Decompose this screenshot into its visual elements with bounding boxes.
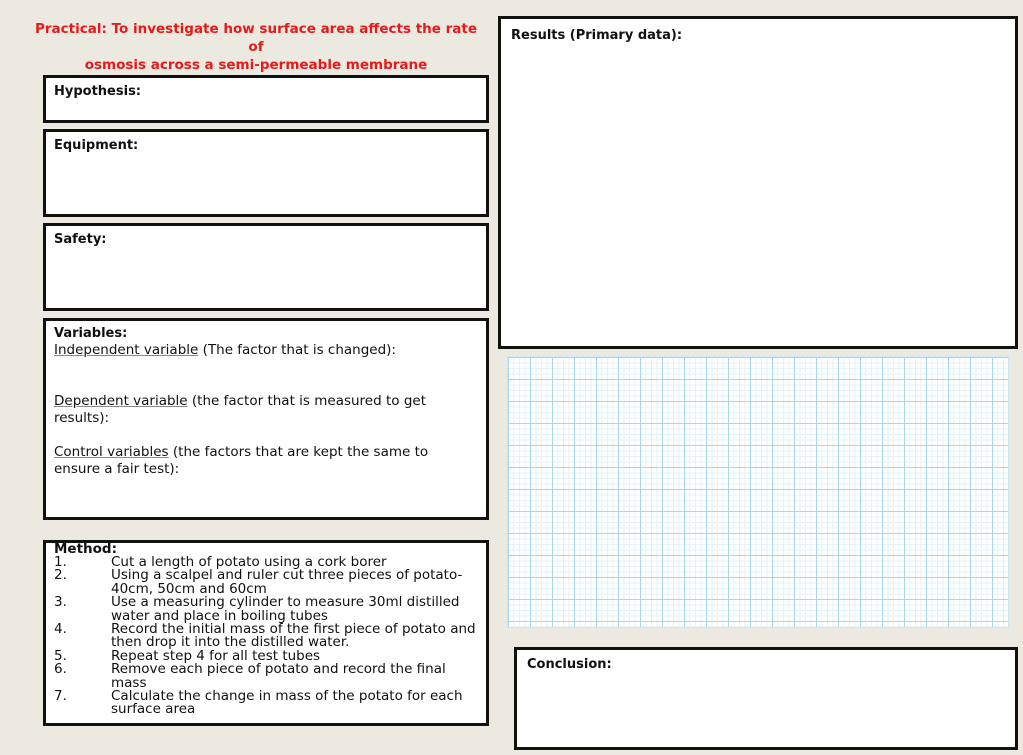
method-step xyxy=(54,569,478,596)
hypothesis-box[interactable] xyxy=(43,75,489,123)
dependent-variable-line xyxy=(54,393,478,427)
method-step-number: 4. xyxy=(54,621,67,638)
method-step-text: Remove each piece of potato and record the final mass xyxy=(111,661,446,691)
independent-variable-desc: (The factor that is changed): xyxy=(198,342,396,358)
title-line-2: osmosis across a semi-permeable membrane xyxy=(84,57,428,73)
method-step-number: 7. xyxy=(54,688,67,705)
results-box[interactable] xyxy=(498,16,1018,349)
method-label: Method: xyxy=(54,541,117,557)
method-step-text: Cut a length of potato using a cork borer xyxy=(111,554,387,570)
safety-label: Safety: xyxy=(54,232,107,247)
method-step-number: 3. xyxy=(54,594,67,611)
method-step-number: 2. xyxy=(54,567,67,584)
method-step xyxy=(54,623,478,650)
method-step-text: Calculate the change in mass of the potato for each surface area xyxy=(111,688,463,718)
method-step-number: 1. xyxy=(54,554,67,570)
title-line-1: Practical: To investigate how surface area affects the rate of xyxy=(35,21,477,55)
method-step-text: Repeat step 4 for all test tubes xyxy=(111,647,321,664)
conclusion-box[interactable] xyxy=(514,647,1018,750)
conclusion-label: Conclusion: xyxy=(527,657,612,672)
method-step-text: Use a measuring cylinder to measure 30ml distilled water and place in boiling tubes xyxy=(111,594,460,624)
hypothesis-label: Hypothesis: xyxy=(54,84,142,99)
method-step-number: 5. xyxy=(54,647,67,664)
variables-label: Variables: xyxy=(54,326,128,341)
equipment-label: Equipment: xyxy=(54,138,139,153)
variables-box[interactable] xyxy=(43,318,489,520)
independent-variable-line xyxy=(54,342,478,359)
independent-variable-term: Independent variable xyxy=(54,342,199,358)
graph-paper[interactable] xyxy=(507,356,1009,628)
page-title xyxy=(30,20,482,74)
method-step xyxy=(54,663,478,690)
equipment-box[interactable] xyxy=(43,129,489,217)
method-step-text: Using a scalpel and ruler cut three pieces of potato- 40cm, 50cm and 60cm xyxy=(111,567,463,597)
control-variables-line xyxy=(54,444,478,478)
method-box[interactable] xyxy=(43,540,489,726)
dependent-variable-term: Dependent variable xyxy=(54,393,188,409)
method-step xyxy=(54,596,478,623)
method-step xyxy=(54,690,478,717)
control-variables-desc: (the factors that are kept the same to ensure a fair test): xyxy=(54,444,429,477)
safety-box[interactable] xyxy=(43,223,489,311)
dependent-variable-desc: (the factor that is measured to get results): xyxy=(54,393,426,426)
method-step-number: 6. xyxy=(54,661,67,678)
results-label: Results (Primary data): xyxy=(511,28,683,43)
method-step-text: Record the initial mass of the first piece of potato and then drop it into the distilled water. xyxy=(111,621,476,651)
control-variables-term: Control variables xyxy=(54,444,169,460)
